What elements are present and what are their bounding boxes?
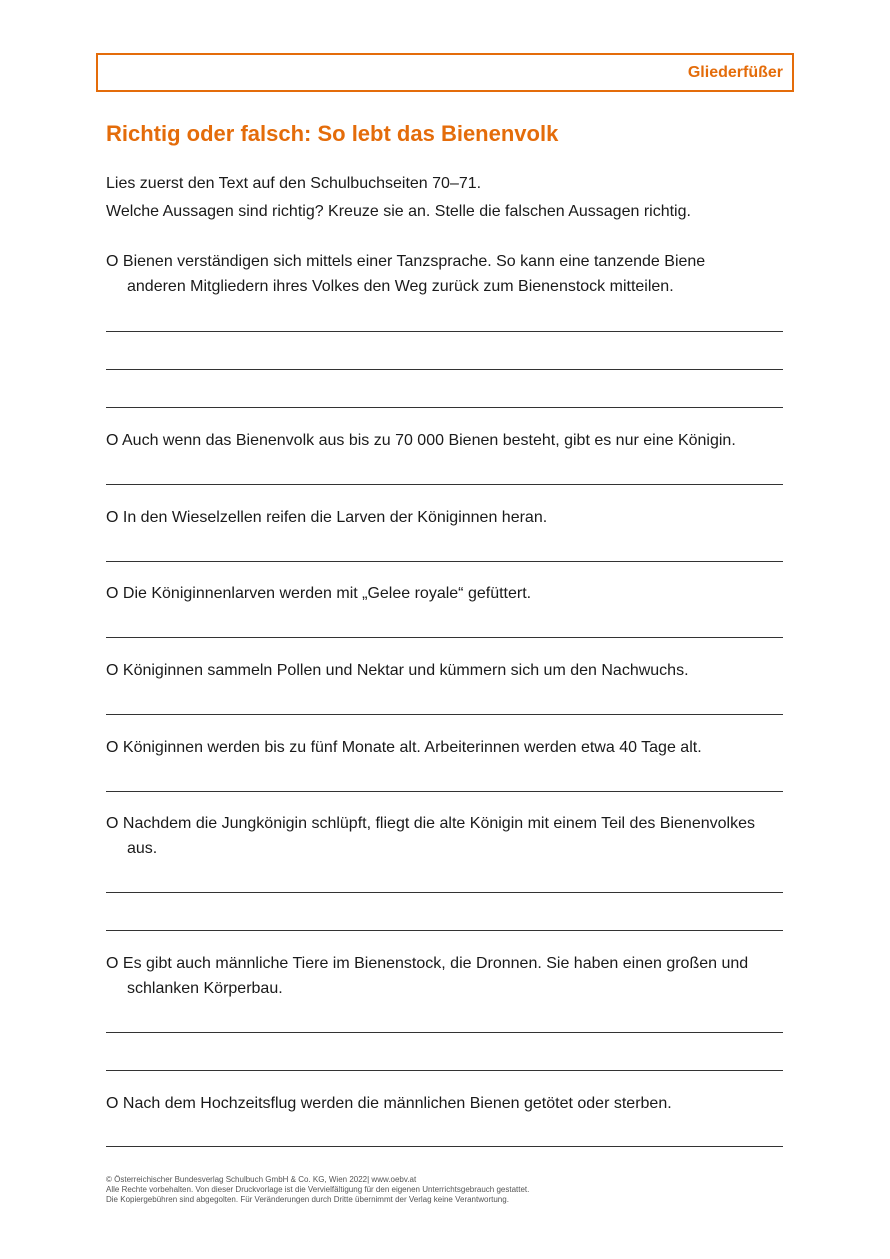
statement-6 xyxy=(106,735,786,760)
statement-9 xyxy=(106,1091,786,1116)
answer-line[interactable] xyxy=(106,1146,783,1147)
statement-text: O Nach dem Hochzeitsflug werden die männlichen Bienen getötet oder sterben. xyxy=(106,1095,672,1112)
answer-line[interactable] xyxy=(106,892,783,893)
statement-text-continued: aus. xyxy=(127,840,158,857)
statement-4 xyxy=(106,581,786,606)
answer-line[interactable] xyxy=(106,369,783,370)
instruction-2: Welche Aussagen sind richtig? Kreuze sie an. Stelle die falschen Aussagen richtig. xyxy=(106,203,691,220)
section-label: Gliederfüßer xyxy=(687,64,783,81)
statement-text: O Bienen verständigen sich mittels einer Tanzsprache. So kann eine tanzende Biene xyxy=(106,253,706,270)
footer-responsibility: Die Kopiergebühren sind abgegolten. Für Veränderungen durch Dritte übernimmt der Verlag keine Verantwortung. xyxy=(106,1195,509,1204)
statement-text-continued: anderen Mitgliedern ihres Volkes den Weg zurück zum Bienenstock mitteilen. xyxy=(127,278,674,295)
answer-line[interactable] xyxy=(106,714,783,715)
answer-line[interactable] xyxy=(106,791,783,792)
header-box xyxy=(96,53,794,92)
answer-line[interactable] xyxy=(106,331,783,332)
statement-1 xyxy=(106,249,786,299)
answer-line[interactable] xyxy=(106,1070,783,1071)
statement-7 xyxy=(106,811,786,861)
statement-text: O Nachdem die Jungkönigin schlüpft, fliegt die alte Königin mit einem Teil des Bienenvolkes xyxy=(106,815,755,832)
statement-8 xyxy=(106,951,786,1001)
statement-2 xyxy=(106,428,786,453)
answer-line[interactable] xyxy=(106,407,783,408)
answer-line[interactable] xyxy=(106,484,783,485)
answer-line[interactable] xyxy=(106,637,783,638)
statement-text: O Auch wenn das Bienenvolk aus bis zu 70 000 Bienen besteht, gibt es nur eine Königin. xyxy=(106,432,736,449)
answer-line[interactable] xyxy=(106,930,783,931)
answer-line[interactable] xyxy=(106,561,783,562)
statement-5 xyxy=(106,658,786,683)
statement-text: O Es gibt auch männliche Tiere im Bienenstock, die Dronnen. Sie haben einen großen und xyxy=(106,955,749,972)
statement-text: O Königinnen werden bis zu fünf Monate alt. Arbeiterinnen werden etwa 40 Tage alt. xyxy=(106,739,702,756)
statement-3 xyxy=(106,505,786,530)
statement-text: O Die Königinnenlarven werden mit „Gelee royale“ gefüttert. xyxy=(106,585,532,602)
statement-text-continued: schlanken Körperbau. xyxy=(127,980,283,997)
footer xyxy=(106,1175,529,1205)
instruction-1: Lies zuerst den Text auf den Schulbuchseiten 70–71. xyxy=(106,175,482,192)
footer-rights: Alle Rechte vorbehalten. Von dieser Druckvorlage ist die Vervielfältigung für den eigenen Unterrichtsgebrauch gestattet. xyxy=(106,1185,530,1194)
statement-text: O Königinnen sammeln Pollen und Nektar und kümmern sich um den Nachwuchs. xyxy=(106,662,689,679)
answer-line[interactable] xyxy=(106,1032,783,1033)
footer-copyright: © Österreichischer Bundesverlag Schulbuch GmbH & Co. KG, Wien 2022| www.oebv.at xyxy=(106,1175,417,1184)
page-title: Richtig oder falsch: So lebt das Bienenvolk xyxy=(106,121,559,146)
statement-text: O In den Wieselzellen reifen die Larven der Königinnen heran. xyxy=(106,509,548,526)
